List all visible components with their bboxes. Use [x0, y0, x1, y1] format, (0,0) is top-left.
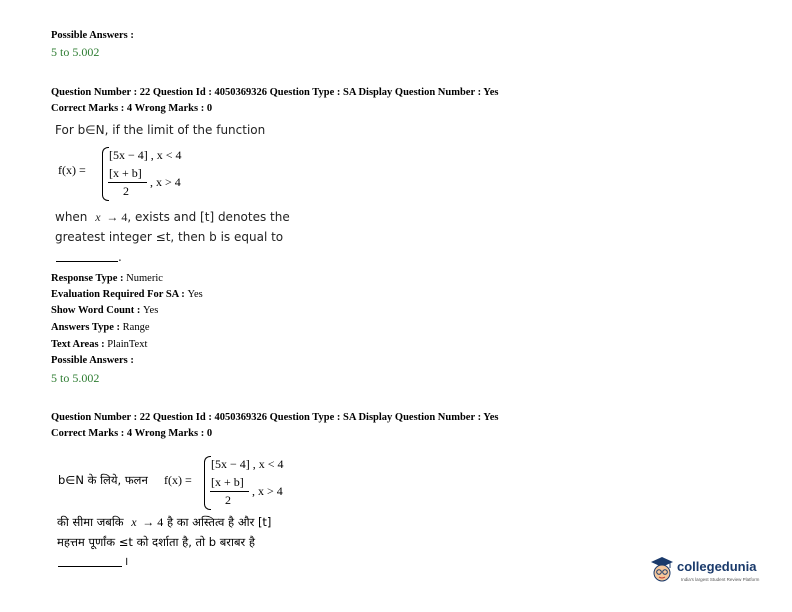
meta-value: Yes — [187, 289, 203, 300]
collegedunia-tagline: India's largest Student Review Platform — [681, 577, 760, 582]
answer-blank — [56, 261, 118, 262]
meta-evaluation-required — [51, 288, 203, 301]
question-header-hindi: Question Number : 22 Question Id : 4050369326 Question Type : SA Display Question Number : Yes — [51, 412, 499, 423]
question-marks-hindi: Correct Marks : 4 Wrong Marks : 0 — [51, 428, 213, 439]
meta-text-areas — [51, 338, 147, 351]
collegedunia-logo-icon — [650, 556, 674, 584]
meta-show-word-count — [51, 304, 158, 317]
variable-x: x — [131, 515, 137, 529]
question-header: Question Number : 22 Question Id : 4050369326 Question Type : SA Display Question Number : Yes — [51, 87, 499, 98]
case-two-denominator: 2 — [123, 184, 129, 198]
possible-answers-value: 5 to 5.002 — [51, 371, 100, 385]
limit-arrow: → 4 — [106, 210, 128, 224]
word-when: when — [55, 210, 88, 224]
hindi-text: है का अस्तित्व है और [t] — [166, 515, 272, 529]
answer-blank-end: । — [124, 554, 129, 568]
meta-label: Text Areas : — [51, 339, 105, 350]
question-line-when — [55, 210, 290, 225]
meta-value: Numeric — [126, 273, 163, 284]
brace-icon — [204, 456, 211, 510]
function-lhs: f(x) = — [58, 163, 86, 177]
meta-value: Range — [122, 322, 150, 333]
question-intro-hindi: b∈N के लिये, फलन — [58, 473, 148, 487]
answer-blank-end: . — [118, 250, 122, 264]
question-intro: For b∈N, if the limit of the function — [55, 123, 266, 137]
meta-label: Answers Type : — [51, 322, 121, 333]
case-two-condition: , x > 4 — [150, 175, 181, 189]
answer-blank — [58, 566, 122, 567]
case-two-numerator: [x + b] — [211, 475, 244, 489]
question-marks: Correct Marks : 4 Wrong Marks : 0 — [51, 103, 213, 114]
limit-arrow: → 4 — [142, 515, 164, 529]
hindi-text: की सीमा जबकि — [57, 515, 124, 529]
case-one: [5x − 4] , x < 4 — [109, 148, 182, 162]
fraction-bar — [108, 182, 147, 183]
collegedunia-logo-text: collegedunia — [677, 559, 757, 574]
function-lhs: f(x) = — [164, 473, 192, 487]
meta-answers-type — [51, 321, 149, 334]
meta-label: Evaluation Required For SA : — [51, 289, 185, 300]
fraction-bar — [210, 491, 249, 492]
question-line-rest: , exists and [t] denotes the — [127, 210, 290, 224]
question-line-2-hindi: महत्तम पूर्णांक ≤t को दर्शाता है, तो b बराबर है — [57, 535, 255, 549]
variable-x: x — [95, 210, 101, 224]
possible-answers-label: Possible Answers : — [51, 30, 134, 41]
meta-response-type — [51, 272, 163, 285]
possible-answers-label: Possible Answers : — [51, 355, 134, 366]
case-one: [5x − 4] , x < 4 — [211, 457, 284, 471]
case-two-condition: , x > 4 — [252, 484, 283, 498]
meta-label: Show Word Count : — [51, 305, 141, 316]
case-two-numerator: [x + b] — [109, 166, 142, 180]
question-line-1-hindi — [57, 515, 271, 530]
meta-value: Yes — [143, 305, 159, 316]
meta-value: PlainText — [107, 339, 148, 350]
possible-answers-value: 5 to 5.002 — [51, 45, 100, 59]
meta-label: Response Type : — [51, 273, 124, 284]
brace-icon — [102, 147, 109, 201]
case-two-denominator: 2 — [225, 493, 231, 507]
question-line-2: greatest integer ≤t, then b is equal to — [55, 230, 284, 244]
